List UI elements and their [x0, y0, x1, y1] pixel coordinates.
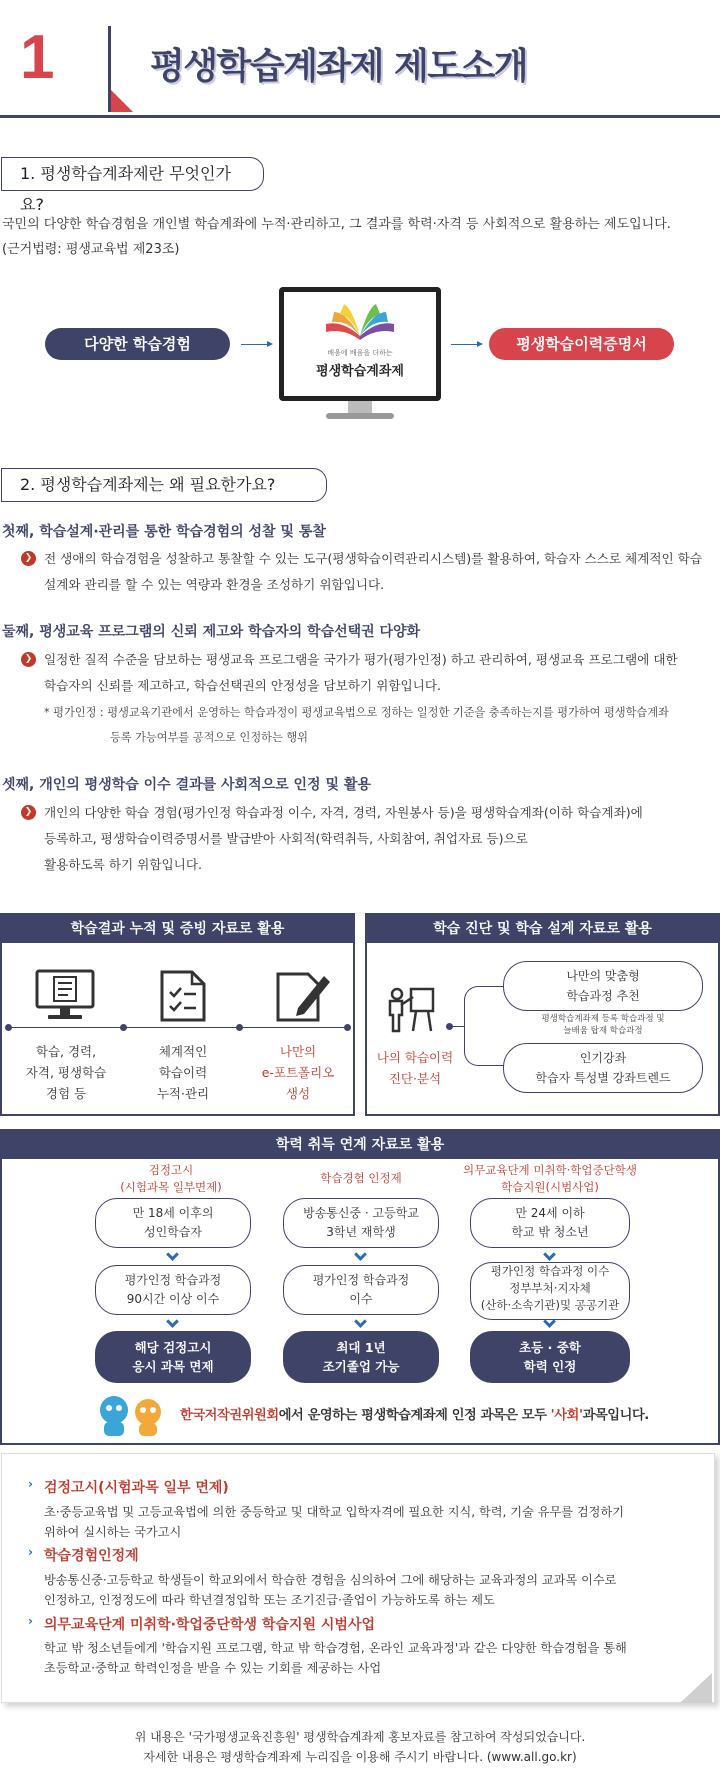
section2-heading: 2. 평생학습계좌제는 왜 필요한가요? — [1, 468, 327, 502]
flow-left-pill: 다양한 학습경험 — [45, 328, 230, 360]
checklist-icon — [158, 968, 210, 1024]
reason2-line1: 일정한 질적 수준을 담보하는 평생교육 프로그램을 국가가 평가(평가인정) 하고 관리하여, 평생교육 프로그램에 대한 — [44, 652, 678, 667]
panel-diagnosis-title: 학습 진단 및 학습 설계 자료로 활용 — [367, 915, 718, 943]
monitor-base — [326, 413, 394, 419]
trend-oval: 인기강좌 학습자 특성별 강좌트렌드 — [503, 1043, 703, 1093]
panel-left-item2: 체계적인 학습이력 누적·관리 — [156, 1044, 210, 1101]
chevron-right-icon: ❯ — [21, 652, 36, 667]
reason3-line1: 개인의 다양한 학습 경험(평가인정 학습과정 이수, 자격, 경력, 자원봉사 등)을 평생학습계좌(이하 학습계좌)에 — [44, 805, 643, 820]
panel-right-left-label: 나의 학습이력 진단·분석 — [376, 1050, 454, 1086]
def3-line2: 초등학교·중학교 학력인정을 받을 수 있는 기회를 제공하는 사업 — [44, 1661, 382, 1675]
section1-para2: (근거법령: 평생교육법 제23조) — [2, 242, 180, 257]
document-pen-icon — [274, 966, 334, 1024]
section1-para1: 국민의 다양한 학습경험을 개인별 학습계좌에 누적·관리하고, 그 결과를 학력·자격 등 사회적으로 활용하는 제도입니다. — [2, 217, 671, 232]
logo-subtitle: 배움에 배움을 더하는 — [327, 349, 393, 357]
timeline-dot — [5, 1024, 12, 1031]
presenter-icon — [385, 985, 437, 1037]
def1-line2: 위하여 실시하는 국가고시 — [44, 1525, 182, 1539]
flow-right-pill: 평생학습이력증명서 — [489, 328, 674, 360]
chapter-number: 1 — [20, 23, 55, 92]
header-accent — [111, 90, 133, 112]
timeline-dot — [236, 1024, 243, 1031]
col3-title: 의무교육단계 미취학·학업중단학생 학습지원(시범사업) — [463, 1163, 637, 1194]
arrow-right-icon — [241, 344, 271, 345]
col1-box2: 평가인정 학습과정 90시간 이상 이수 — [95, 1265, 251, 1315]
panel-accumulation-title: 학습결과 누적 및 증빙 자료로 활용 — [2, 915, 353, 943]
branch-dot — [446, 1023, 453, 1030]
def2-line2: 인정하고, 인정정도에 따라 학년결정입학 또는 조기진급·졸업이 가능하도록 하는 제도 — [44, 1593, 495, 1607]
col1-box3: 해당 검정고시 응시 과목 면제 — [95, 1331, 251, 1383]
reason1-line2: 설계와 관리를 할 수 있는 역량과 환경을 조성하기 위함입니다. — [44, 577, 385, 592]
chevron-right-icon: ❯ — [21, 551, 36, 566]
def2-title: 학습경험인정제 — [44, 1548, 139, 1564]
def3-title: 의무교육단계 미취학·학업중단학생 학습지원 시범사업 — [44, 1617, 375, 1633]
col1-title: 검정고시 (시험과목 일부면제) — [120, 1163, 222, 1194]
reason2-note1: * 평가인정 : 평생교육기관에서 운영하는 학습과정이 평생교육법으로 정하는 일정한 기준을 충족하는지를 평가하여 평생학습계좌 — [44, 706, 669, 719]
monitor-frame — [279, 287, 441, 401]
panel-timeline — [8, 1027, 346, 1028]
reason3-line3: 활용하도록 하기 위함입니다. — [44, 857, 202, 872]
reason1-title: 첫째, 학습설계·관리를 통한 학습경험의 성찰 및 통찰 — [2, 524, 326, 540]
panel-left-item1: 학습, 경력, 자격, 평생학습 경험 등 — [25, 1044, 107, 1101]
reason2-line2: 학습자의 신뢰를 제고하고, 학습선택권의 안정성을 담보하기 위함입니다. — [44, 678, 441, 693]
logo-name: 평생학습계좌제 — [316, 364, 404, 379]
page-curl — [680, 1673, 712, 1703]
def2-line1: 방송통신중·고등학교 학생들이 학교외에서 학습한 경험을 심의하여 그에 해당하는 교육과정의 교과목 이수로 — [44, 1573, 617, 1587]
panel-degree-title: 학력 취득 연계 자료로 활용 — [2, 1131, 718, 1159]
reason2-note2: 등록 가능여부를 공적으로 인정하는 행위 — [110, 731, 308, 744]
mascot-icon — [92, 1392, 172, 1440]
chevron-right-icon: › — [28, 1477, 33, 1491]
chevron-right-icon: › — [28, 1545, 33, 1559]
timeline-dot — [120, 1024, 127, 1031]
col3-box1: 만 24세 이하 학교 밖 청소년 — [470, 1198, 630, 1248]
def1-title: 검정고시(시험과목 일부 면제) — [44, 1480, 229, 1496]
col1-box1: 만 18세 이후의 성인학습자 — [95, 1198, 251, 1248]
footer-line1: 위 내용은 '국가평생교육진흥원' 평생학습계좌제 홍보자료를 참고하여 작성되었습니다. — [134, 1730, 586, 1744]
footer-line2: 자세한 내용은 평생학습계좌제 누리집을 이용해 주시기 바랍니다. (www.all.go.kr) — [143, 1750, 577, 1764]
reason3-title: 셋째, 개인의 평생학습 이수 결과를 사회적으로 인정 및 활용 — [2, 777, 371, 793]
recommend-note: 평생학습계좌제 등록 학습과정 및 늘배움 탑재 학습과정 — [541, 1014, 665, 1036]
branch-bracket — [464, 986, 504, 1066]
section1-heading: 1. 평생학습계좌제란 무엇인가요? — [1, 157, 264, 191]
col3-box2: 평가인정 학습과정 이수 정부부처·지자체 (산하·소속기관)및 공공기관 — [470, 1262, 630, 1320]
chevron-right-icon: ❯ — [21, 805, 36, 820]
page-title: 평생학습계좌제 제도소개 — [150, 46, 528, 87]
timeline-dot — [344, 1024, 351, 1031]
col2-box1: 방송통신중 · 고등학교 3학년 재학생 — [283, 1198, 439, 1248]
reason2-title: 둘째, 평생교육 프로그램의 신뢰 제고와 학습자의 학습선택권 다양화 — [2, 624, 421, 640]
recommend-oval: 나만의 맞춤형 학습과정 추천 — [503, 961, 703, 1011]
col3-box3: 초등 · 중학 학력 인정 — [470, 1331, 630, 1383]
def3-line1: 학교 밖 청소년들에게 '학습지원 프로그램, 학교 밖 학습경험, 온라인 교육과정'과 같은 다양한 학습경험을 통해 — [44, 1641, 627, 1655]
col2-box3: 최대 1년 조기졸업 가능 — [283, 1331, 439, 1383]
def1-line1: 초·중등교육법 및 고등교육법에 의한 중등학교 및 대학교 입학자격에 필요한 지식, 학력, 기술 유무를 검정하기 — [44, 1505, 625, 1519]
computer-icon — [34, 968, 96, 1024]
arrow-right-icon — [451, 344, 481, 345]
book-logo-icon — [320, 302, 400, 342]
col2-title: 학습경험 인정제 — [320, 1171, 402, 1185]
copyright-notice: 한국저작권위원회에서 운영하는 평생학습계좌제 인정 과목은 모두 '사회'과목입니다. — [180, 1408, 649, 1423]
reason1-line1: 전 생애의 학습경험을 성찰하고 통찰할 수 있는 도구(평생학습이력관리시스템)를 활용하여, 학습자 스스로 체계적인 학습 — [44, 551, 702, 566]
panel-left-item3: 나만의 e-포트폴리오 생성 — [261, 1044, 335, 1101]
chevron-right-icon: › — [28, 1614, 33, 1628]
col2-box2: 평가인정 학습과정 이수 — [283, 1265, 439, 1315]
reason3-line2: 등록하고, 평생학습이력증명서를 발급받아 사회적(학력취득, 사회참여, 취업자료 등)으로 — [44, 831, 528, 846]
